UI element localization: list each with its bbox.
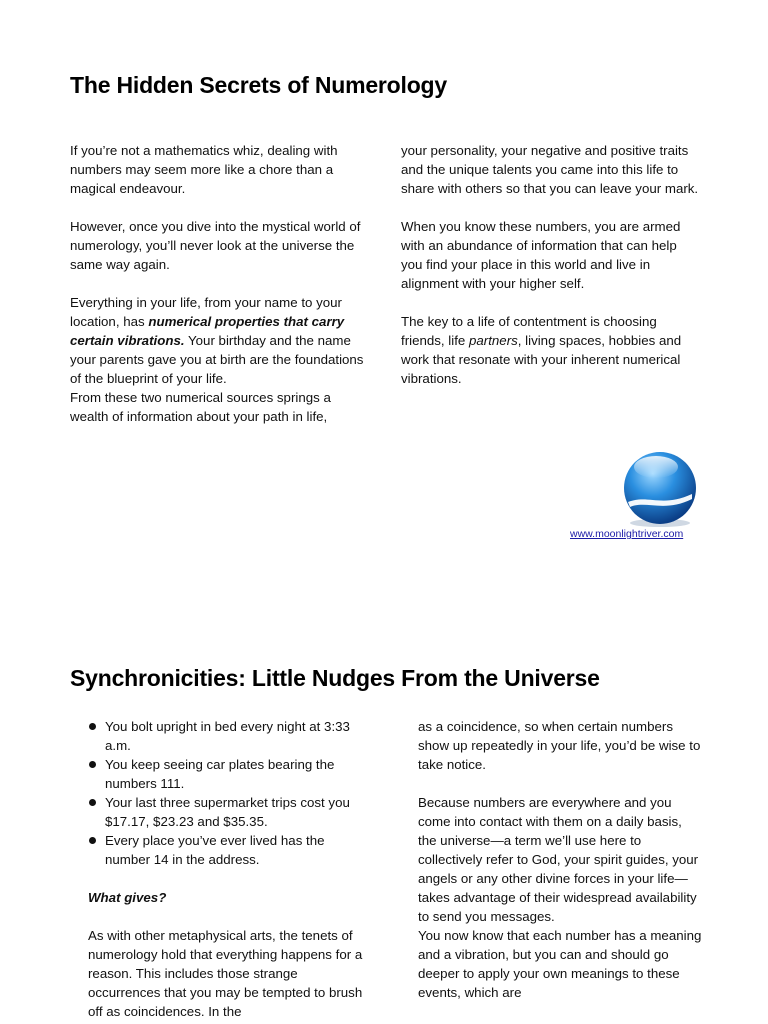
emphasis-text: What gives? <box>88 890 167 905</box>
paragraph: your personality, your negative and positive traits and the unique talents you came into this life to share with others so that you can leave your mark. <box>401 143 699 196</box>
emphasis-text: partners <box>469 333 518 348</box>
list-item <box>88 755 373 793</box>
bullet-icon <box>89 837 96 844</box>
paragraph: As with other metaphysical arts, the tenets of numerology hold that everything happens for a reason. This includes those strange occurrences that you may be tempted to brush off as coincidences. In the <box>88 928 363 1019</box>
what-gives-heading <box>88 888 373 907</box>
section1-right-column <box>401 141 701 388</box>
bullet-icon <box>89 761 96 768</box>
section2-right-column <box>418 717 703 1002</box>
paragraph: as a coincidence, so when certain numbers show up repeatedly in your life, you’d be wise to take notice. <box>418 719 701 772</box>
paragraph: However, once you dive into the mystical world of numerology, you’ll never look at the universe the same way again. <box>70 219 361 272</box>
paragraph: You now know that each number has a meaning and a vibration, but you can and should go deeper to apply your own meanings to these events, which are <box>418 928 702 1000</box>
moonlight-river-logo-icon <box>622 450 698 530</box>
section-title-synchronicities: Synchronicities: Little Nudges From the Universe <box>70 665 600 691</box>
paragraph: From these two numerical sources springs a wealth of information about your path in life, <box>70 390 331 424</box>
list-item-text: Every place you’ve ever lived has the number 14 in the address. <box>105 833 325 867</box>
paragraph: Because numbers are everywhere and you come into contact with them on a daily basis, the universe—a term we’ll use here to collectively refer to God, your spirit guides, your angels or any other divine forces in your life—takes advantage of their widespread availability to send you messages. <box>418 795 699 924</box>
list-item <box>88 717 373 755</box>
paragraph-text: Your birthday and the name your parents gave you at birth are the foundations of the blueprint of your life. <box>70 333 364 386</box>
paragraph <box>401 312 701 388</box>
emphasis-text: numerical properties that carry certain vibrations. <box>70 314 345 348</box>
list-item-text: You keep seeing car plates bearing the numbers 111. <box>105 757 335 791</box>
paragraph: If you’re not a mathematics whiz, dealing with numbers may seem more like a chore than a magical endeavour. <box>70 143 338 196</box>
bullet-icon <box>89 799 96 806</box>
paragraph-text: Everything in your life, from your name to your location, has <box>70 295 342 329</box>
paragraph-text: The key to a life of contentment is choosing friends, life <box>401 314 657 348</box>
list-item <box>88 831 373 869</box>
list-item-text: Your last three supermarket trips cost you $17.17, $23.23 and $35.35. <box>105 795 350 829</box>
bullet-list <box>88 717 373 869</box>
bullet-icon <box>89 723 96 730</box>
section1-left-column <box>70 141 370 426</box>
website-link[interactable]: www.moonlightriver.com <box>570 528 684 540</box>
paragraph-text: , living spaces, hobbies and work that resonate with your inherent numerical vibrations. <box>401 333 682 386</box>
section-title-numerology: The Hidden Secrets of Numerology <box>70 72 447 98</box>
list-item-text: You bolt upright in bed every night at 3:33 a.m. <box>105 719 350 753</box>
section2-left-column <box>88 717 373 1021</box>
paragraph <box>70 293 370 388</box>
list-item <box>88 793 373 831</box>
paragraph: When you know these numbers, you are armed with an abundance of information that can help you find your place in this world and live in alignment with your higher self. <box>401 219 681 291</box>
